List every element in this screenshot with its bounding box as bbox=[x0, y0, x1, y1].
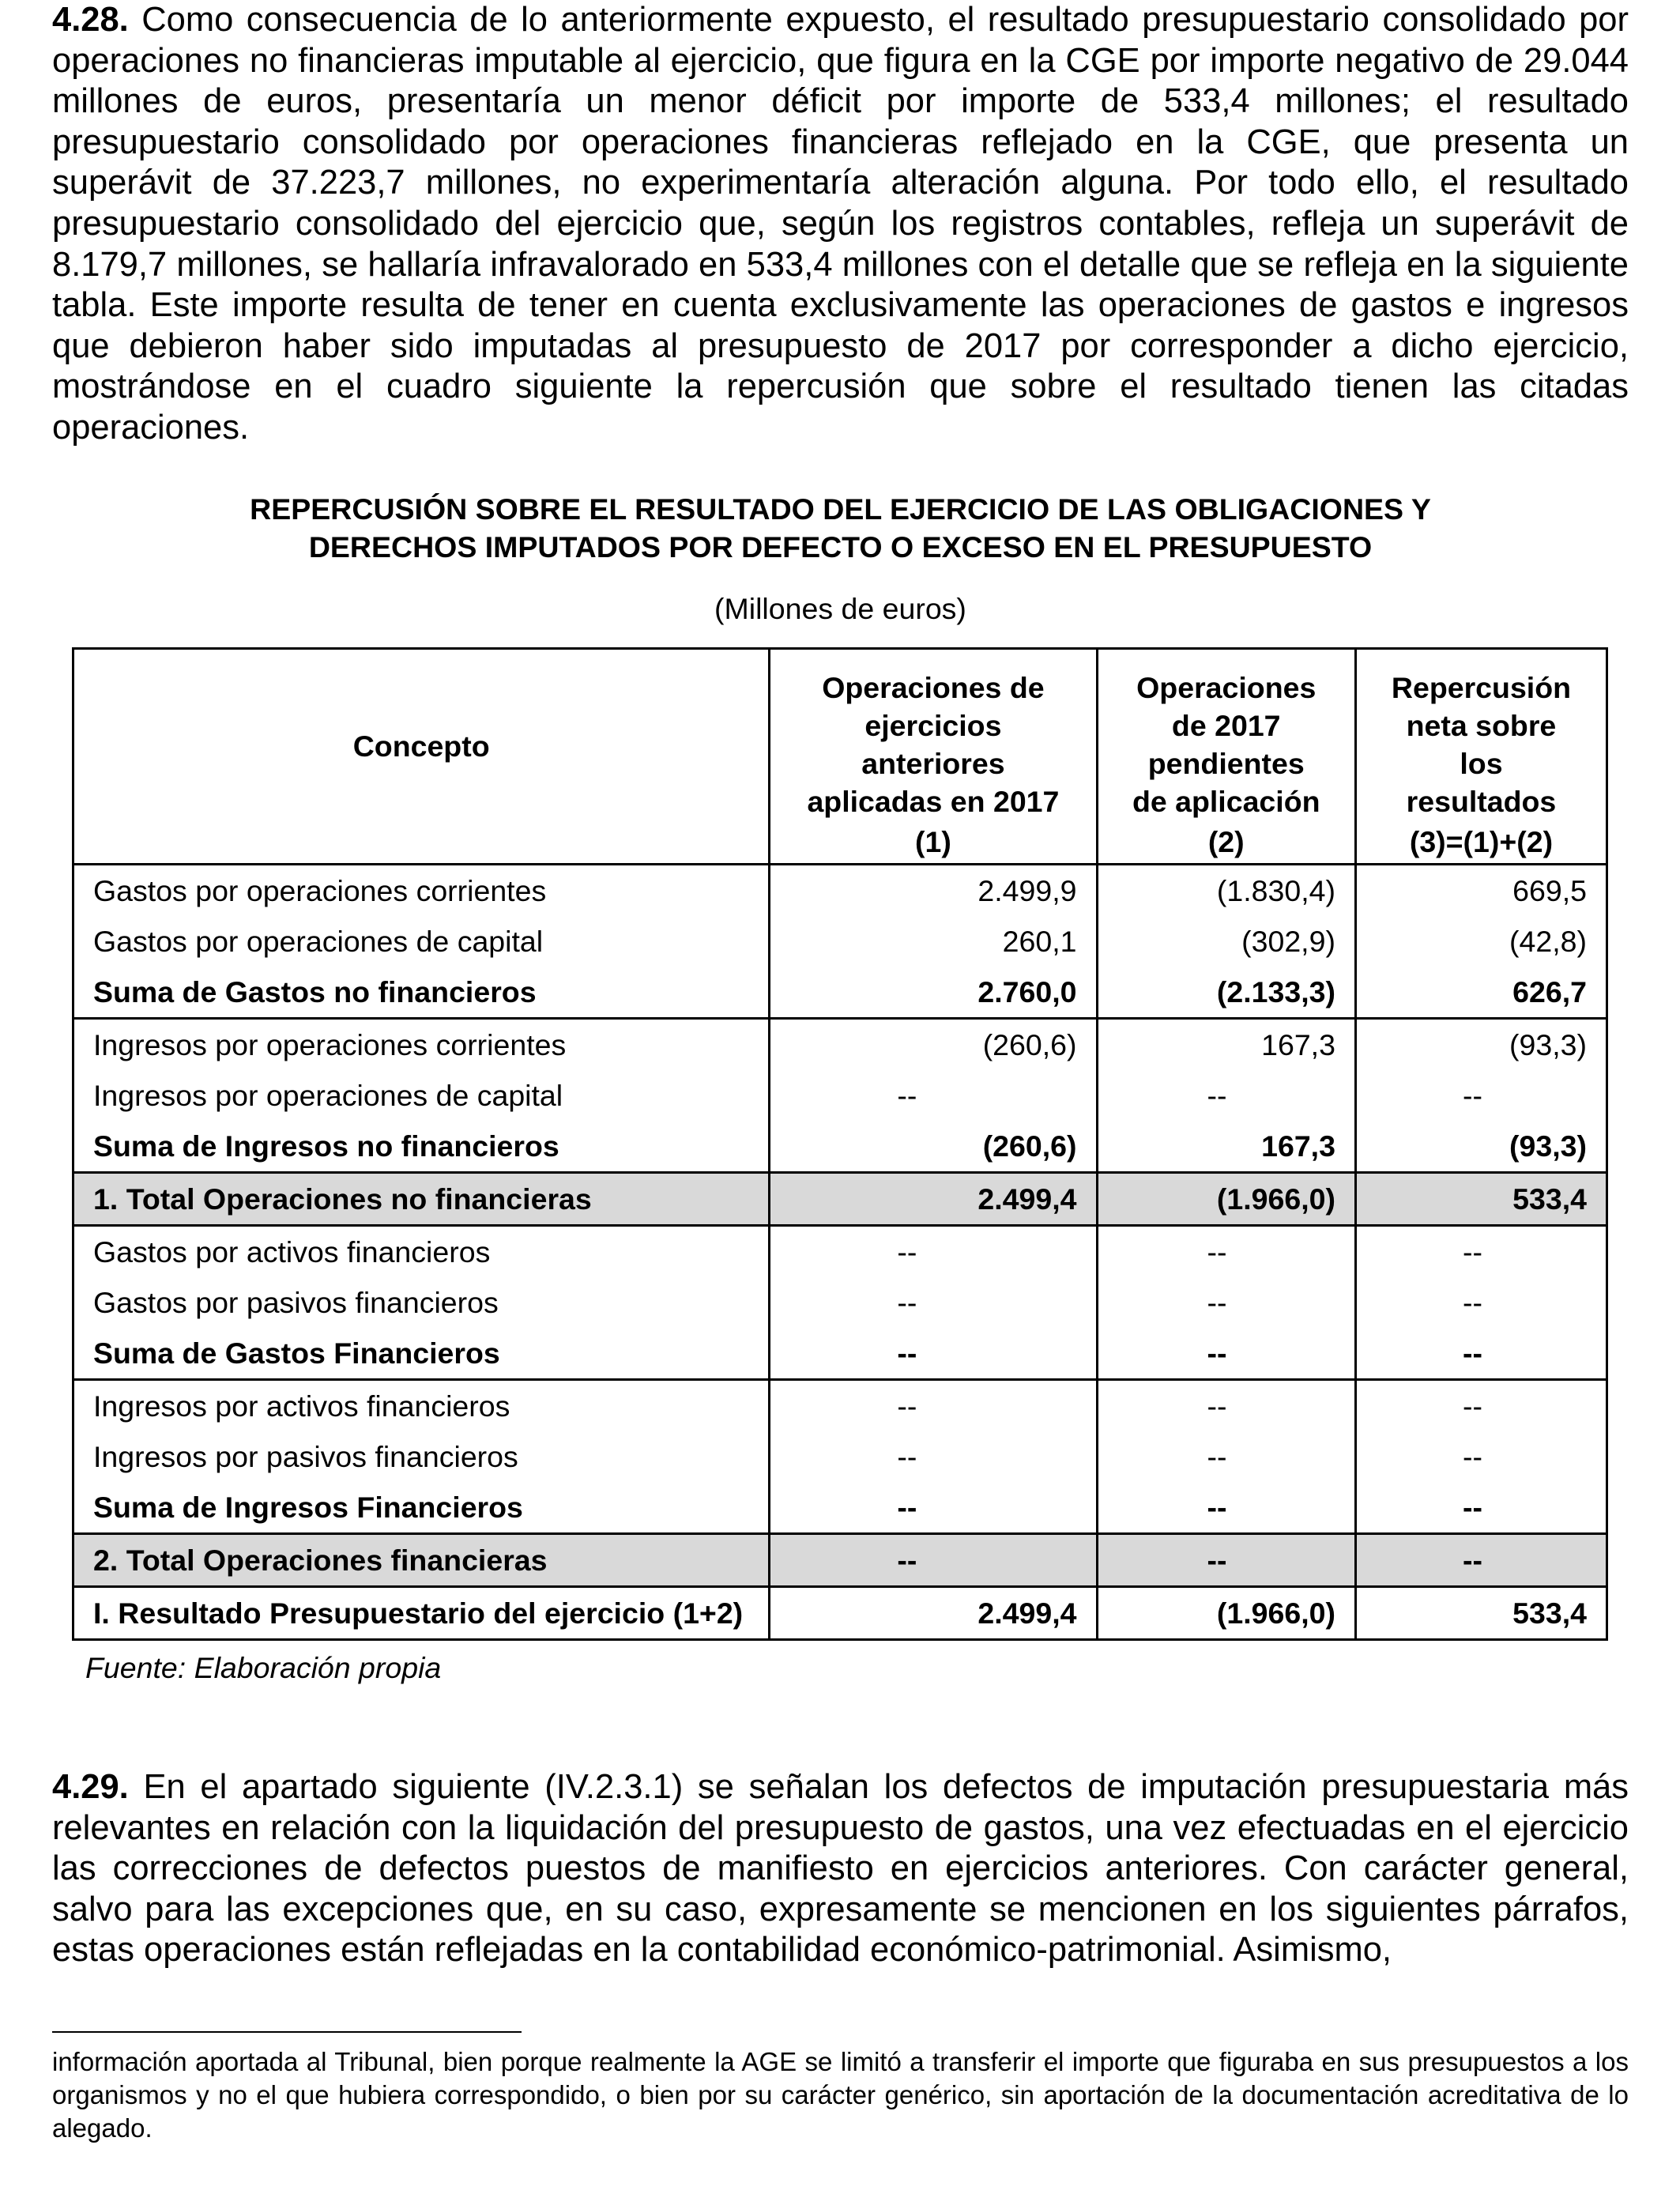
cell-value: -- bbox=[1355, 1431, 1607, 1482]
cell-concepto: Gastos por pasivos financieros bbox=[73, 1277, 770, 1328]
cell-concepto: Ingresos por operaciones corrientes bbox=[73, 1019, 770, 1071]
paragraph-4-29 bbox=[52, 1767, 1629, 1971]
cell-concepto: Gastos por operaciones corrientes bbox=[73, 865, 770, 917]
results-table bbox=[72, 647, 1608, 1641]
footnote: información aportada al Tribunal, bien porque realmente la AGE se limitó a transferir el importe que figuraba en sus presupuestos a los organismos y no el que hubiera correspondido, o bien por su carácter genérico, sin aportación de la documentación acreditativa de lo alegado. bbox=[52, 2047, 1629, 2143]
header-col1-line: Operaciones de bbox=[822, 671, 1045, 704]
cell-value: 260,1 bbox=[770, 916, 1097, 967]
table-row bbox=[73, 1019, 1607, 1071]
paragraph-number: 4.29. bbox=[52, 1768, 129, 1806]
cell-value: -- bbox=[1097, 1482, 1355, 1534]
paragraph-4-28 bbox=[52, 0, 1629, 449]
cell-value: -- bbox=[1097, 1534, 1355, 1587]
paragraph-text: Como consecuencia de lo anteriormente expuesto, el resultado presupuestario consolidado por operaciones no financieras imputable al ejercicio, que figura en la CGE por importe negativo de 29.044 millones de euros, presentaría un menor déficit por importe de 533,4 millones; el resultado presupuestario consolidado por operaciones financieras reflejado en la CGE, que presenta un superávit de 37.223,7 millones, no experimentaría alteración alguna. Por todo ello, el resultado presupuestario consolidado del ejercicio que, según los registros contables, refleja un superávit de 8.179,7 millones, se hallaría infravalorado en 533,4 millones con el detalle que se refleja en la siguiente tabla. Este importe resulta de tener en cuenta exclusivamente las operaciones de gastos e ingresos que debieron haber sido imputadas al presupuesto de 2017 por corresponder a dicho ejercicio, mostrándose en el cuadro siguiente la repercusión que sobre el resultado tienen las citadas operaciones. bbox=[52, 1, 1629, 447]
table-row bbox=[73, 1277, 1607, 1328]
cell-value: -- bbox=[770, 1277, 1097, 1328]
cell-concepto: Suma de Gastos no financieros bbox=[73, 967, 770, 1019]
cell-value: 167,3 bbox=[1097, 1019, 1355, 1071]
cell-value: -- bbox=[1355, 1226, 1607, 1278]
cell-value: -- bbox=[1355, 1534, 1607, 1587]
header-col1 bbox=[770, 649, 1097, 821]
cell-value: (93,3) bbox=[1355, 1019, 1607, 1071]
header-num2: (2) bbox=[1097, 820, 1355, 865]
cell-value: -- bbox=[1355, 1482, 1607, 1534]
table-units: (Millones de euros) bbox=[714, 592, 966, 625]
table-row bbox=[73, 1226, 1607, 1278]
cell-value: 167,3 bbox=[1097, 1121, 1355, 1173]
cell-value: 2.499,4 bbox=[770, 1587, 1097, 1640]
cell-value: 626,7 bbox=[1355, 967, 1607, 1019]
cell-value: -- bbox=[770, 1482, 1097, 1534]
cell-value: (260,6) bbox=[770, 1121, 1097, 1173]
cell-value: 533,4 bbox=[1355, 1173, 1607, 1226]
table-title bbox=[52, 490, 1629, 566]
cell-concepto: 1. Total Operaciones no financieras bbox=[73, 1173, 770, 1226]
cell-value: -- bbox=[1097, 1070, 1355, 1121]
table-row bbox=[73, 1328, 1607, 1380]
header-col2 bbox=[1097, 649, 1355, 821]
table-title-line-1: REPERCUSIÓN SOBRE EL RESULTADO DEL EJERCICIO DE LAS OBLIGACIONES Y bbox=[250, 492, 1431, 526]
cell-value: -- bbox=[1355, 1380, 1607, 1432]
header-col2-line: de 2017 bbox=[1171, 709, 1281, 742]
cell-value: 533,4 bbox=[1355, 1587, 1607, 1640]
cell-value: -- bbox=[1355, 1277, 1607, 1328]
cell-value: 669,5 bbox=[1355, 865, 1607, 917]
header-col3-line: los bbox=[1460, 747, 1503, 780]
cell-value: -- bbox=[770, 1328, 1097, 1380]
cell-value: -- bbox=[770, 1070, 1097, 1121]
table-row-total bbox=[73, 1173, 1607, 1226]
cell-concepto: Ingresos por pasivos financieros bbox=[73, 1431, 770, 1482]
paragraph-number: 4.28. bbox=[52, 1, 129, 39]
table-title-line-2: DERECHOS IMPUTADOS POR DEFECTO O EXCESO EN EL PRESUPUESTO bbox=[308, 530, 1373, 564]
header-col2-line: de aplicación bbox=[1132, 785, 1320, 818]
cell-value: -- bbox=[1097, 1226, 1355, 1278]
cell-value: (1.830,4) bbox=[1097, 865, 1355, 917]
cell-concepto: Ingresos por operaciones de capital bbox=[73, 1070, 770, 1121]
header-col3 bbox=[1355, 649, 1607, 821]
header-num3: (3)=(1)+(2) bbox=[1355, 820, 1607, 865]
cell-value: (1.966,0) bbox=[1097, 1587, 1355, 1640]
cell-value: -- bbox=[1097, 1328, 1355, 1380]
cell-value: -- bbox=[1355, 1070, 1607, 1121]
cell-concepto: I. Resultado Presupuestario del ejercicio (1+2) bbox=[73, 1587, 770, 1640]
header-col3-line: Repercusión bbox=[1391, 671, 1572, 704]
table-row bbox=[73, 865, 1607, 917]
cell-value: 2.499,4 bbox=[770, 1173, 1097, 1226]
cell-value: -- bbox=[770, 1431, 1097, 1482]
header-col2-line: Operaciones bbox=[1136, 671, 1317, 704]
header-col3-line: neta sobre bbox=[1406, 709, 1557, 742]
table-row bbox=[73, 1070, 1607, 1121]
table-row bbox=[73, 1380, 1607, 1432]
table-row bbox=[73, 1482, 1607, 1534]
header-col1-line: anteriores bbox=[861, 747, 1005, 780]
header-num1: (1) bbox=[770, 820, 1097, 865]
cell-value: (2.133,3) bbox=[1097, 967, 1355, 1019]
table-row bbox=[73, 1431, 1607, 1482]
cell-value: -- bbox=[1097, 1380, 1355, 1432]
cell-concepto: Gastos por operaciones de capital bbox=[73, 916, 770, 967]
cell-value: -- bbox=[1097, 1431, 1355, 1482]
cell-value: (42,8) bbox=[1355, 916, 1607, 967]
header-col3-line: resultados bbox=[1406, 785, 1557, 818]
header-col2-line: pendientes bbox=[1147, 747, 1305, 780]
cell-value: (1.966,0) bbox=[1097, 1173, 1355, 1226]
cell-concepto: Suma de Ingresos Financieros bbox=[73, 1482, 770, 1534]
cell-value: -- bbox=[770, 1226, 1097, 1278]
table-row-total bbox=[73, 1534, 1607, 1587]
table-row bbox=[73, 1121, 1607, 1173]
header-col1-line: ejercicios bbox=[864, 709, 1002, 742]
paragraph-text: En el apartado siguiente (IV.2.3.1) se señalan los defectos de imputación presupuestaria más relevantes en relación con la liquidación del presupuesto de gastos, una vez efectuadas en el ejercicio las correcciones de defectos puestos de manifiesto en ejercicios anteriores. Con carácter general, salvo para las excepciones que, en su caso, expresamente se mencionen en los siguientes párrafos, estas operaciones están reflejadas en la contabilidad económico-patrimonial. Asimismo, bbox=[52, 1768, 1629, 1970]
cell-value: -- bbox=[1097, 1277, 1355, 1328]
cell-value: 2.499,9 bbox=[770, 865, 1097, 917]
cell-value: (302,9) bbox=[1097, 916, 1355, 967]
cell-concepto: 2. Total Operaciones financieras bbox=[73, 1534, 770, 1587]
cell-value: -- bbox=[770, 1380, 1097, 1432]
table-row bbox=[73, 916, 1607, 967]
table-row bbox=[73, 967, 1607, 1019]
cell-value: -- bbox=[770, 1534, 1097, 1587]
cell-concepto: Suma de Ingresos no financieros bbox=[73, 1121, 770, 1173]
cell-value: (260,6) bbox=[770, 1019, 1097, 1071]
header-concepto: Concepto bbox=[73, 649, 770, 821]
footnote-separator bbox=[52, 2031, 522, 2033]
cell-concepto: Ingresos por activos financieros bbox=[73, 1380, 770, 1432]
cell-value: -- bbox=[1355, 1328, 1607, 1380]
cell-value: (93,3) bbox=[1355, 1121, 1607, 1173]
cell-concepto: Suma de Gastos Financieros bbox=[73, 1328, 770, 1380]
cell-value: 2.760,0 bbox=[770, 967, 1097, 1019]
header-col1-line: aplicadas en 2017 bbox=[807, 785, 1060, 818]
table-row-result bbox=[73, 1587, 1607, 1640]
table-source: Fuente: Elaboración propia bbox=[85, 1651, 442, 1684]
cell-concepto: Gastos por activos financieros bbox=[73, 1226, 770, 1278]
